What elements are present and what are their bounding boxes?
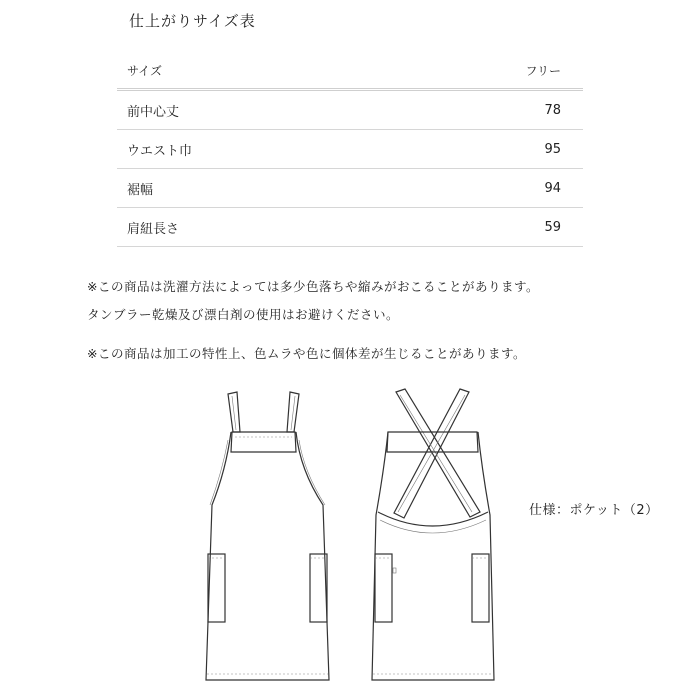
row-value: 94 <box>381 169 583 208</box>
row-label: 肩紐長さ <box>117 208 381 247</box>
row-label: 裾幅 <box>117 169 381 208</box>
table-row <box>117 169 583 208</box>
size-chart-title: 仕上がりサイズ表 <box>129 12 256 30</box>
care-note-1: ※この商品は洗濯方法によっては多少色落ちや縮みがおこることがあります。 <box>87 279 539 294</box>
spec-text: 仕様：ポケット（2） <box>529 503 659 518</box>
care-note-2: タンブラー乾燥及び漂白剤の使用はお避けください。 <box>87 307 400 322</box>
care-note-3: ※この商品は加工の特性上、色ムラや色に個体差が生じることがあります。 <box>87 346 526 361</box>
header-label: サイズ <box>117 52 381 90</box>
row-value: 59 <box>381 208 583 247</box>
header-value: フリー <box>381 52 583 90</box>
table-row <box>117 208 583 247</box>
row-label: ウエスト巾 <box>117 130 381 169</box>
apron-front-view <box>206 392 329 680</box>
row-label: 前中心丈 <box>117 90 381 130</box>
row-value: 78 <box>381 90 583 130</box>
size-table-header <box>117 52 583 90</box>
apron-back-view <box>372 389 494 680</box>
table-row <box>117 90 583 130</box>
table-row <box>117 130 583 169</box>
row-value: 95 <box>381 130 583 169</box>
size-table <box>117 52 583 247</box>
